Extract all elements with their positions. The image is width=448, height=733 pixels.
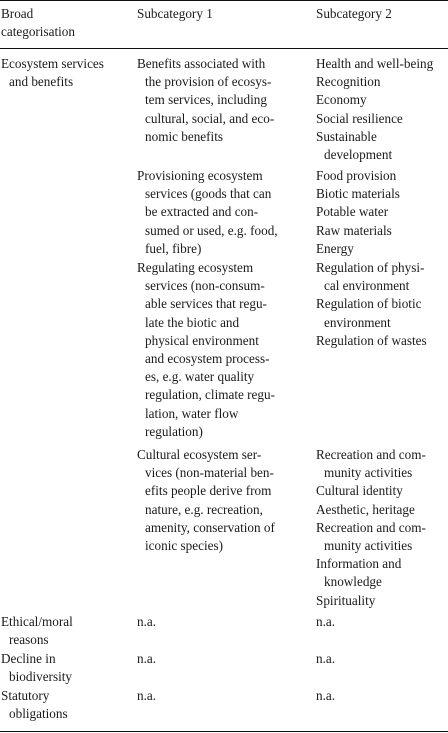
cell-text: Regulation of wastes	[316, 332, 427, 348]
cell-text: cultural, social, and eco-	[145, 110, 275, 126]
subcat2-benefits	[316, 55, 448, 164]
subcat2-regulating	[316, 259, 448, 350]
header-text: Broad	[1, 6, 34, 21]
cell-text: Provisioning ecosystem	[137, 168, 263, 183]
header-subcategory-1	[137, 5, 309, 23]
cell-text: Spirituality	[316, 592, 376, 608]
header-text: categorisation	[1, 24, 75, 40]
cell-text: Benefits associated with	[137, 56, 266, 71]
header-text: Subcategory 1	[137, 6, 213, 21]
subcat2-cultural	[316, 446, 448, 610]
cell-text: munity activities	[324, 538, 413, 554]
cell-text: Biotic materials	[316, 186, 400, 202]
cell-text: Health and well-being	[316, 56, 434, 71]
category-text: and benefits	[9, 74, 74, 90]
subcat1-regulating	[137, 259, 309, 441]
cell-text: n.a.	[316, 688, 336, 703]
category-text: Ecosystem services	[1, 56, 104, 71]
cell-text: Potable water	[316, 204, 389, 220]
cell-text: development	[324, 147, 393, 163]
cell-text: be extracted and con-	[145, 204, 259, 220]
subcat2-decline	[316, 650, 448, 668]
category-ecosystem-services	[1, 55, 129, 91]
header-broad-categorisation	[1, 5, 129, 41]
cell-text: n.a.	[316, 651, 336, 666]
cell-text: the provision of ecosys-	[145, 74, 272, 90]
subcat1-ethical	[137, 613, 309, 631]
category-statutory-obligations	[1, 687, 129, 723]
cell-text: knowledge	[324, 574, 382, 590]
cell-text: physical environment	[145, 332, 259, 348]
cell-text: Aesthetic, heritage	[316, 501, 415, 517]
cell-text: munity activities	[324, 465, 413, 481]
cell-text: Sustainable	[316, 128, 377, 144]
cell-text: regulation)	[145, 423, 203, 439]
category-text: Statutory	[1, 688, 50, 703]
cell-text: Regulation of physi-	[316, 260, 425, 275]
cell-text: services (goods that can	[145, 186, 272, 202]
top-rule	[0, 0, 448, 1]
subcat2-ethical	[316, 613, 448, 631]
cell-text: able services that regu-	[145, 296, 267, 312]
cell-text: iconic species)	[145, 538, 223, 554]
subcat1-statutory	[137, 687, 309, 705]
cell-text: nature, e.g. recreation,	[145, 501, 263, 517]
cell-text: Cultural identity	[316, 483, 403, 499]
cell-text: tem services, including	[145, 92, 267, 108]
category-text: reasons	[9, 632, 49, 648]
subcat1-provisioning	[137, 167, 309, 258]
cell-text: Social resilience	[316, 110, 403, 126]
cell-text: Food provision	[316, 168, 397, 183]
cell-text: Recreation and com-	[316, 519, 426, 535]
cell-text: Recognition	[316, 74, 381, 90]
cell-text: Recreation and com-	[316, 447, 426, 462]
cell-text: Regulating ecosystem	[137, 260, 254, 275]
header-subcategory-2	[316, 5, 448, 23]
cell-text: vices (non-material ben-	[145, 465, 274, 481]
cell-text: nomic benefits	[145, 128, 224, 144]
cell-text: n.a.	[137, 651, 157, 666]
cell-text: efits people derive from	[145, 483, 272, 499]
cell-text: Economy	[316, 92, 367, 108]
cell-text: Raw materials	[316, 222, 392, 238]
subcat2-statutory	[316, 687, 448, 705]
bottom-rule	[0, 731, 448, 732]
subcat1-benefits	[137, 55, 309, 146]
category-text: obligations	[9, 706, 68, 722]
category-text: biodiversity	[9, 669, 73, 685]
cell-text: Information and	[316, 556, 402, 572]
category-text: Ethical/moral	[1, 614, 73, 629]
cell-text: regulation, climate regu-	[145, 387, 275, 403]
cell-text: Cultural ecosystem ser-	[137, 447, 262, 462]
cell-text: lation, water flow	[145, 405, 239, 421]
cell-text: n.a.	[137, 688, 157, 703]
category-text: Decline in	[1, 651, 56, 666]
subcat1-decline	[137, 650, 309, 668]
cell-text: fuel, fibre)	[145, 240, 202, 256]
cell-text: and ecosystem process-	[145, 351, 270, 367]
cell-text: environment	[324, 314, 391, 330]
category-ethical-moral	[1, 613, 129, 649]
header-text: Subcategory 2	[316, 6, 392, 21]
cell-text: es, e.g. water quality	[145, 369, 255, 385]
cell-text: Regulation of biotic	[316, 296, 422, 312]
cell-text: cal environment	[324, 278, 410, 294]
cell-text: Energy	[316, 240, 354, 256]
subcat2-provisioning	[316, 167, 448, 258]
cell-text: services (non-consum-	[145, 278, 265, 294]
cell-text: amenity, conservation of	[145, 519, 275, 535]
cell-text: late the biotic and	[145, 314, 240, 330]
cell-text: sumed or used, e.g. food,	[145, 222, 278, 238]
header-rule	[0, 48, 448, 49]
cell-text: n.a.	[137, 614, 157, 629]
category-decline-biodiversity	[1, 650, 129, 686]
cell-text: n.a.	[316, 614, 336, 629]
subcat1-cultural	[137, 446, 309, 555]
